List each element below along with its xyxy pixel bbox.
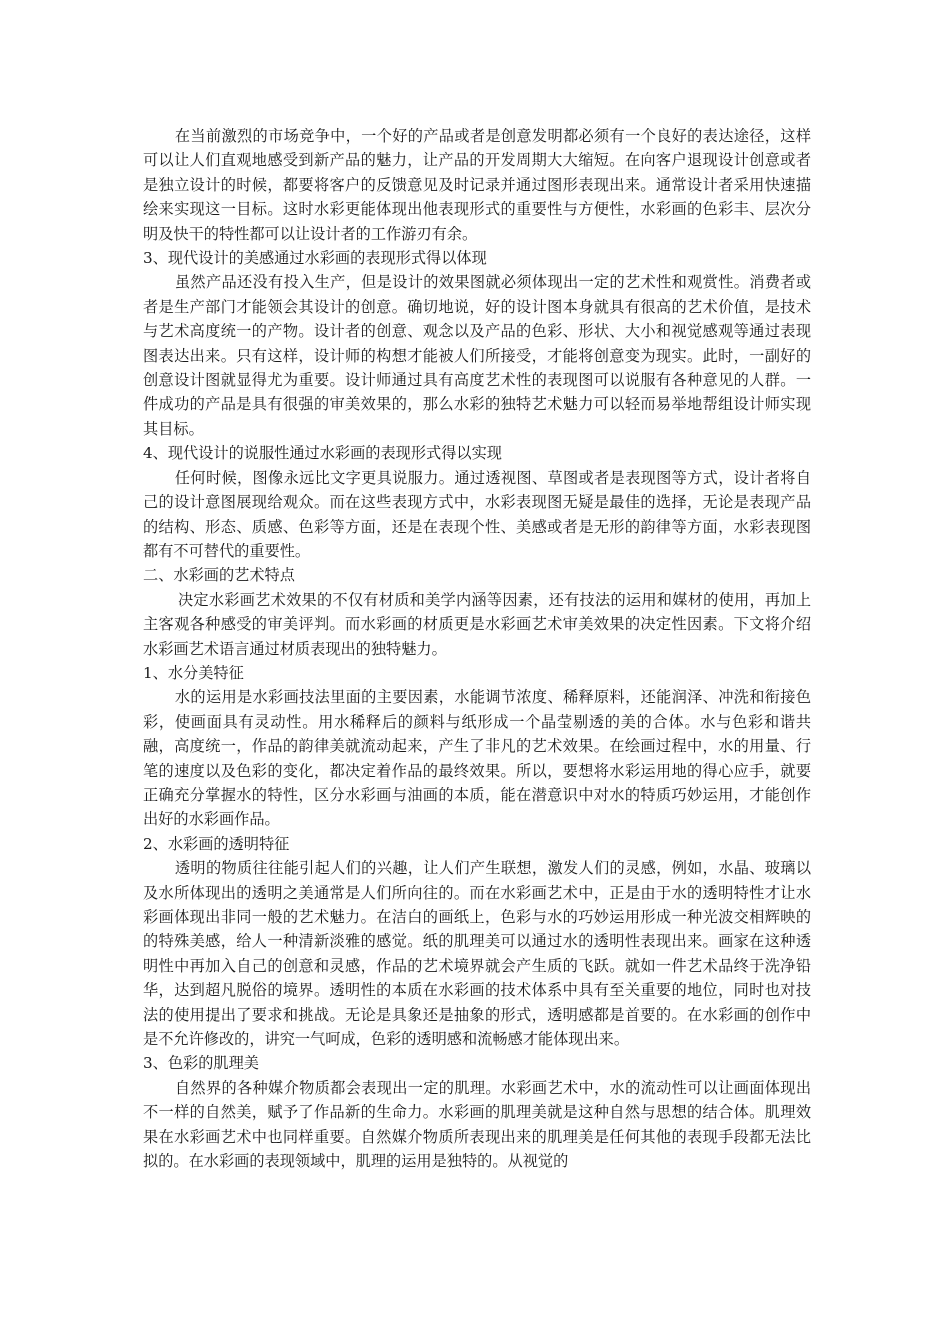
paragraph-transparency: 透明的物质往往能引起人们的兴趣，让人们产生联想，激发人们的灵感，例如，水晶、玻璃以及水所体现出的透明之美通常是人们所向往的。而在水彩画艺术中，正是由于水的透明特性才让水彩画体现出非同一般的艺术魅力。在洁白的画纸上，色彩与水的巧妙运用形成一种光波交相辉映的的特殊美感，给人一种清新淡雅的感觉。纸的肌理美可以通过水的透明性表现出来。画家在这种透明性中再加入自己的创意和灵感，作品的艺术境界就会产生质的飞跃。就如一件艺术品终于洗净铅华，达到超凡脱俗的境界。透明性的本质在水彩画的技术体系中具有至关重要的地位，同时也对技法的使用提出了要求和挑战。无论是具象还是抽象的形式，透明感都是首要的。在水彩画的创作中是不允许修改的，讲究一气呵成，色彩的透明感和流畅感才能体现出来。	[143, 859, 811, 1049]
document-page	[143, 124, 811, 1173]
section-heading-3-aesthetics: 3、现代设计的美感通过水彩画的表现形式得以体现	[143, 249, 487, 268]
paragraph-persuasion: 任何时候，图像永远比文字更具说服力。通过透视图、草图或者是表现图等方式，设计者将自己的设计意图展现给观众。而在这些表现方式中，水彩表现图无疑是最佳的选择，无论是表现产品的结构、形态、质感、色彩等方面，还是在表现个性、美感或者是无形的韵律等方面，水彩表现图都有不可替代的重要性。	[143, 468, 811, 560]
section-heading-2-transparency: 2、水彩画的透明特征	[143, 834, 290, 853]
paragraph-aesthetics: 虽然产品还没有投入生产，但是设计的效果图就必须体现出一定的艺术性和观赏性。消费者或者是生产部门才能领会其设计的创意。确切地说，好的设计图本身就具有很高的艺术价值，是技术与艺术高度统一的产物。设计者的创意、观念以及产品的色彩、形状、大小和视觉感观等通过表现图表达出来。只有这样，设计师的构想才能被人们所接受，才能将创意变为现实。此时，一副好的创意设计图就显得尤为重要。设计师通过具有高度艺术性的表现图可以说服有各种意见的人群。一件成功的产品是具有很强的审美效果的，那么水彩的独特艺术魅力可以轻而易举地帮组设计师实现其目标。	[143, 273, 811, 438]
section-heading-3-texture: 3、色彩的肌理美	[143, 1054, 259, 1073]
paragraph-art-features: 决定水彩画艺术效果的不仅有材质和美学内涵等因素，还有技法的运用和媒材的使用，再加上主客观各种感受的审美评判。而水彩画的材质更是水彩画艺术审美效果的决定性因素。下文将介绍水彩画艺术语言通过材质表现出的独特魅力。	[143, 590, 811, 658]
paragraph-water: 水的运用是水彩画技法里面的主要因素，水能调节浓度、稀释原料，还能润泽、冲洗和衔接色彩，使画面具有灵动性。用水稀释后的颜料与纸形成一个晶莹剔透的美的合体。水与色彩和谐共融，高度统一，作品的韵律美就流动起来，产生了非凡的艺术效果。在绘画过程中，水的用量、行笔的速度以及色彩的变化，都决定着作品的最终效果。所以，要想将水彩运用地的得心应手，就要正确充分掌握水的特性，区分水彩画与油画的本质，能在潜意识中对水的特质巧妙运用，才能创作出好的水彩画作品。	[143, 688, 811, 829]
chapter-heading-art-features: 二、水彩画的艺术特点	[143, 566, 295, 585]
paragraph-intro: 在当前激烈的市场竞争中，一个好的产品或者是创意发明都必须有一个良好的表达途径，这样可以让人们直观地感受到新产品的魅力，让产品的开发周期大大缩短。在向客户退现设计创意或者是独立设计的时候，都要将客户的反馈意见及时记录并通过图形表现出来。通常设计者采用快速描绘来实现这一目标。这时水彩更能体现出他表现形式的重要性与方便性，水彩画的色彩丰、层次分明及快干的特性都可以让设计者的工作游刃有余。	[143, 127, 811, 243]
paragraph-texture: 自然界的各种媒介物质都会表现出一定的肌理。水彩画艺术中，水的流动性可以让画面体现出不一样的自然美，赋予了作品新的生命力。水彩画的肌理美就是这种自然与思想的结合体。肌理效果在水彩画艺术中也同样重要。自然媒介物质所表现出来的肌理美是任何其他的表现手段都无法比拟的。在水彩画的表现领域中，肌理的运用是独特的。从视觉的	[143, 1078, 811, 1171]
section-heading-4-persuasion: 4、现代设计的说服性通过水彩画的表现形式得以实现	[143, 444, 502, 463]
section-heading-1-water: 1、水分美特征	[143, 663, 244, 682]
